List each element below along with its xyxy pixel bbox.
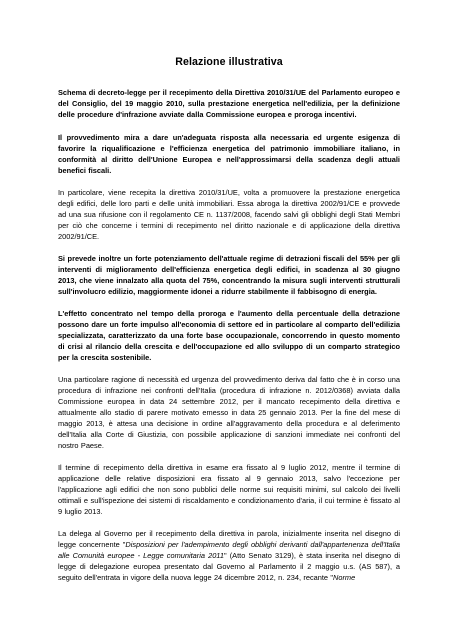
paragraph-deadlines: Il termine di recepimento della direttiva in esame era fissato al 9 luglio 2012, mentre il termine di applicazione delle relative disposizioni era fissato al 9 gennaio 2013, salvo l'eccezione per l'applicazione agli edifici che non sono pubblici delle norme sui requisiti minimi, sul calcolo dei livelli ottimali e sull'ispezione dei sistemi di riscaldamento e condizionamento d'aria, il cui termine è fissato al 9 luglio 2013. bbox=[58, 463, 400, 516]
paragraph-heading: Schema di decreto-legge per il recepimento della Direttiva 2010/31/UE del Parlamento europeo e del Consiglio, del 19 maggio 2010, sulla prestazione energetica nell'edilizia, per la definizione delle procedure d'infrazione avviate dalla Commissione europea e proroga incentivi. bbox=[58, 88, 400, 119]
paragraph-delegation-text-1: La delega al Governo per il recepimento della direttiva in parola, inizialmente inserita nel disegno di legge concernente " bbox=[58, 529, 400, 549]
paragraph-tax-deductions: Si prevede inoltre un forte potenziamento dell'attuale regime di detrazioni fiscali del 55% per gli interventi di miglioramento dell'efficienza energetica degli edifici, in scadenza al 30 giugno 2013, che viene innalzato alla quota del 75%, concentrando la misura sugli interventi strutturali sull'involucro edilizio, maggiormente idonei a ridurre stabilmente il fabbisogno di energia. bbox=[58, 254, 400, 296]
paragraph-summary: Il provvedimento mira a dare un'adeguata risposta alla necessaria ed urgente esigenza di favorire la riqualificazione e l'efficienza energetica del patrimonio immobiliare italiano, in conformità al diritto dell'Unione Europea e nell'approssimarsi della scadenza degli attuali benefici fiscali. bbox=[58, 133, 400, 175]
paragraph-delegation-italic-2: Norme bbox=[333, 573, 356, 582]
paragraph-delegation-text-2: " (Atto Senato 3129), è stata inserita nel disegno di legge di delegazione europea presentato dal Governo al Parlamento il 2 maggio u.s. (AS 587), a seguito dell'entrata in vigore della nuova legge 24 dicembre 2012, n. 234, recante " bbox=[58, 551, 400, 582]
paragraph-infringement: Una particolare ragione di necessità ed urgenza del provvedimento deriva dal fatto che è in corso una procedura di infrazione nei confronti dell'Italia (procedura di infrazione n. 2012/0368) avviata dalla Commissione europea in data 24 settembre 2012, per il mancato recepimento della direttiva e attualmente allo stadio di parere motivato emesso in data 25 gennaio 2013. Per la fine del mese di maggio 2013, è attesa una decisione in ordine all'aggravamento della procedura e al deferimento dell'Italia alla Corte di Giustizia, con possibile applicazione di sanzioni immediate nei confronti del nostro Paese. bbox=[58, 375, 400, 450]
paragraph-delegation-italic-1: Disposizioni per l'adempimento degli obblighi derivanti dall'appartenenza dell'Italia alle Comunità europee - Legge comunitaria 2011 bbox=[58, 540, 401, 560]
page-title: Relazione illustrativa bbox=[175, 56, 283, 68]
paragraph-delegation bbox=[58, 528, 400, 583]
paragraph-economic-effect: L'effetto concentrato nel tempo della proroga e l'aumento della percentuale della detrazione possono dare un forte impulso all'economia di settore ed in particolare al comparto dell'edilizia specializzata, caratterizzato da una forte base occupazionale, concorrendo in questo momento di crisi al rilancio della crescita e dell'occupazione ed allo sviluppo di un comparto strategico per la crescita sostenibile. bbox=[58, 309, 400, 362]
paragraph-directive: In particolare, viene recepita la direttiva 2010/31/UE, volta a promuovere la prestazione energetica degli edifici, delle loro parti e delle unità immobiliari. Essa abroga la direttiva 2002/91/CE e provvede ad una sua rifusione con il regolamento CE n. 1137/2008, facendo salvi gli obblighi degli Stati Membri per ciò che concerne i termini di recepimento nel diritto nazionale e di applicazione della direttiva 2002/91/CE. bbox=[58, 188, 400, 241]
